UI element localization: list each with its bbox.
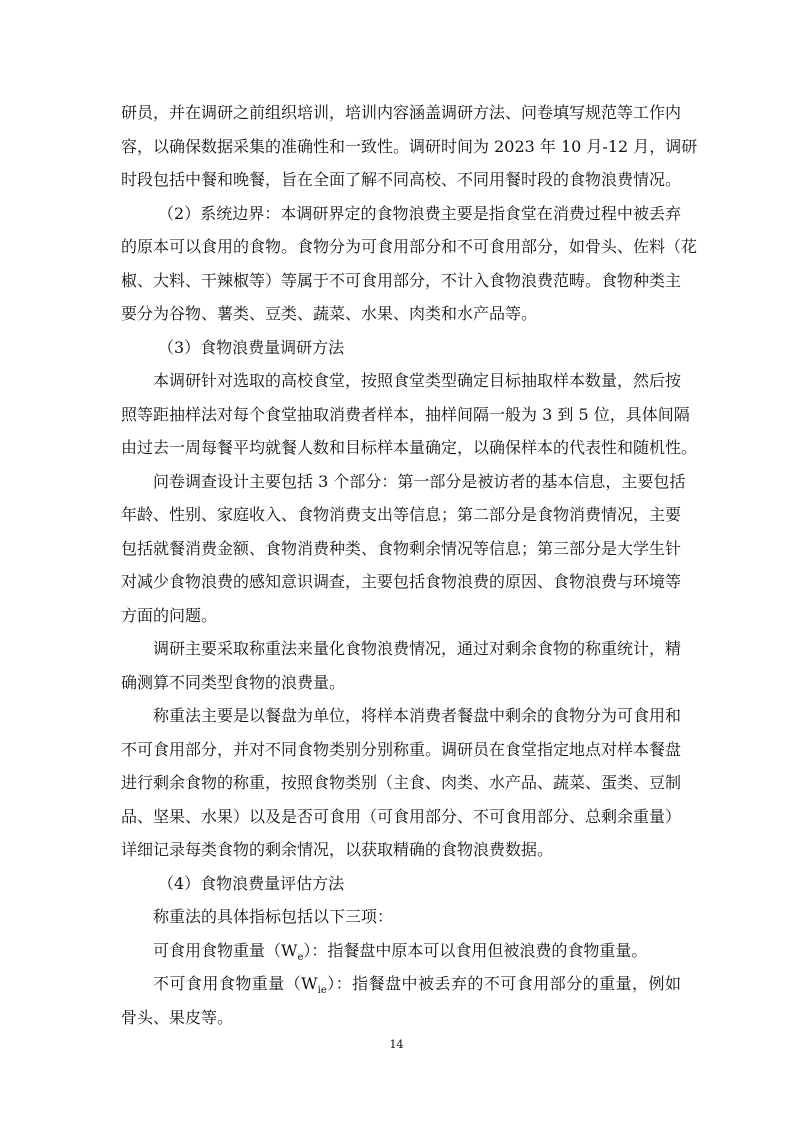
- paragraph-line: 的原本可以食用的食物。食物分为可食用部分和不可食用部分，如骨头、佐料（花: [121, 237, 698, 256]
- definition-prefix: 不可食用食物重量（W: [153, 974, 318, 993]
- paragraph-line: 问卷调查设计主要包括 3 个部分：第一部分是被访者的基本信息，主要包括: [153, 472, 686, 491]
- paragraph-line: 由过去一周每餐平均就餐人数和目标样本量确定，以确保样本的代表性和随机性。: [121, 438, 698, 457]
- paragraph-line: 称重法主要是以餐盘为单位，将样本消费者餐盘中剩余的食物分为可食用和: [153, 706, 682, 725]
- subscript: ie: [317, 985, 327, 996]
- page-number: 14: [389, 1038, 404, 1051]
- paragraph-line: 照等距抽样法对每个食堂抽取消费者样本，抽样间隔一般为 3 到 5 位，具体间隔: [121, 405, 690, 424]
- section-heading: （4）食物浪费量评估方法: [158, 874, 345, 893]
- definition-suffix: ）：指餐盘中原本可以食用但被浪费的食物重量。: [303, 941, 648, 960]
- paragraph-line: 不可食用部分，并对不同食物类别分别称重。调研员在食堂指定地点对样本餐盘: [121, 740, 682, 759]
- paragraph-line: 包括就餐消费金额、食物消费种类、食物剩余情况等信息；第三部分是大学生针: [121, 539, 682, 558]
- edible-weight-definition: [153, 941, 681, 964]
- paragraph-line: 称重法的具体指标包括以下三项：: [153, 907, 394, 926]
- paragraph-line: 进行剩余食物的称重，按照食物类别（主食、肉类、水产品、蔬菜、蛋类、豆制: [121, 773, 682, 792]
- paragraph-line: 时段包括中餐和晚餐，旨在全面了解不同高校、不同用餐时段的食物浪费情况。: [121, 170, 682, 189]
- paragraph-line: 调研主要采取称重法来量化食物浪费情况，通过对剩余食物的称重统计，精: [153, 639, 682, 658]
- subscript: e: [297, 952, 304, 963]
- paragraph-line: 年龄、性别、家庭收入、食物消费支出等信息；第二部分是食物消费情况，主要: [121, 505, 682, 524]
- definition-suffix: ）：指餐盘中被丢弃的不可食用部分的重量，例如: [326, 974, 681, 993]
- paragraph-line: 本调研针对选取的高校食堂，按照食堂类型确定目标抽取样本数量，然后按: [153, 371, 682, 390]
- paragraph-line: 研员，并在调研之前组织培训，培训内容涵盖调研方法、问卷填写规范等工作内: [121, 103, 682, 122]
- section-heading: （3）食物浪费量调研方法: [158, 338, 345, 357]
- paragraph-line: 方面的问题。: [121, 606, 218, 625]
- paragraph-line: 要分为谷物、薯类、豆类、蔬菜、水果、肉类和水产品等。: [121, 304, 538, 323]
- paragraph-line: 品、坚果、水果）以及是否可食用（可食用部分、不可食用部分、总剩余重量）: [121, 807, 682, 826]
- paragraph-line: （2）系统边界：本调研界定的食物浪费主要是指食堂在消费过程中被丢弃: [158, 204, 681, 223]
- paragraph-line: 椒、大料、干辣椒等）等属于不可食用部分，不计入食物浪费范畴。食物种类主: [121, 271, 682, 290]
- paragraph-line: 对减少食物浪费的感知意识调查，主要包括食物浪费的原因、食物浪费与环境等: [121, 572, 682, 591]
- paragraph-line: 详细记录每类食物的剩余情况，以获取精确的食物浪费数据。: [121, 840, 554, 859]
- paragraph-line: 骨头、果皮等。: [121, 1008, 234, 1027]
- paragraph-line: 容，以确保数据采集的准确性和一致性。调研时间为 2023 年 10 月-12 月，调研: [121, 137, 698, 156]
- inedible-weight-definition: [153, 974, 681, 997]
- definition-prefix: 可食用食物重量（W: [153, 941, 298, 960]
- paragraph-line: 确测算不同类型食物的浪费量。: [121, 673, 346, 692]
